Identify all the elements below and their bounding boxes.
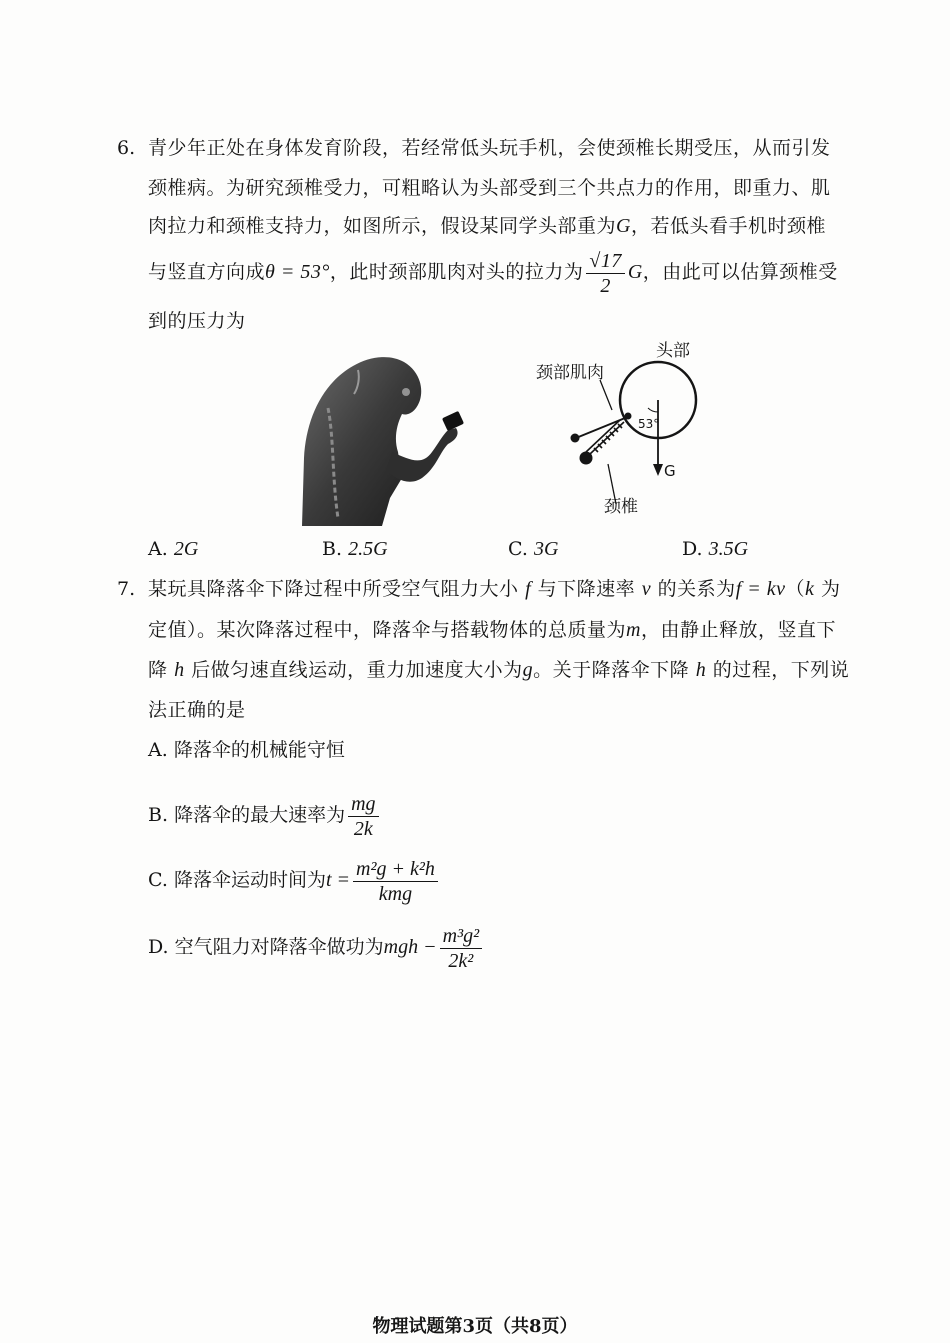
q7-text-line1: 某玩具降落伞下降过程中所受空气阻力大小 f 与下降速率 v 的关系为f = kv（k 为 (148, 578, 841, 600)
angle-arc (648, 408, 658, 412)
q6-text-line2: 颈椎病。为研究颈椎受力，可粗略认为头部受到三个共点力的作用，即重力、肌 (148, 177, 831, 199)
q7-choice-d[interactable]: D. 空气阻力对降落伞做功为mgh − $\frac{\text{m³g²}}{\text{2k²}}$ (148, 922, 485, 973)
max-speed-fraction: $\frac{mg}{2k}$ (348, 792, 378, 841)
label-g: G (664, 462, 676, 480)
q7-choice-a[interactable]: A. 降落伞的机械能守恒 (148, 739, 345, 761)
question-6-number: 6. (117, 137, 136, 159)
label-head: 头部 (656, 341, 690, 361)
person-phone-photo (298, 348, 478, 526)
label-spine: 颈椎 (604, 497, 638, 517)
label-angle: 53° (638, 417, 660, 431)
q7-text-line4: 法正确的是 (148, 699, 246, 721)
q7-choice-c[interactable]: C. 降落伞运动时间为t = $\frac{\text{m²g + k²h}}{\text{kmg}}$ (148, 855, 441, 906)
spine-base (580, 452, 593, 465)
q7-choice-b[interactable]: B. 降落伞的最大速率为 $\frac{mg}{2k}$ (148, 790, 382, 841)
q6-choice-b[interactable]: B. 2.5G (322, 538, 388, 560)
q6-choice-d[interactable]: D. 3.5G (682, 538, 749, 560)
muscle-leader (600, 380, 612, 410)
tension-fraction: $\frac{√17}{2}$ (586, 249, 624, 298)
muscle-anchor (571, 434, 580, 443)
q6-choice-c[interactable]: C. 3G (508, 538, 559, 560)
q6-text-line5: 到的压力为 (148, 310, 246, 332)
work-fraction: $\frac{\text{m³g²}}{\text{2k²}}$ (440, 924, 482, 973)
gravity-arrow (653, 464, 663, 476)
force-point (625, 413, 632, 420)
q6-text-line3: 肉拉力和颈椎支持力，如图所示，假设某同学头部重为G，若低头看手机时颈椎 (148, 215, 826, 237)
q7-text-line3: 降 h 后做匀速直线运动，重力加速度大小为g。关于降落伞下降 h 的过程，下列说 (148, 659, 850, 681)
var-G: G (616, 215, 631, 237)
page-footer: 物理试题第3页（共8页） (372, 1316, 578, 1337)
theta-equation: θ = 53° (265, 261, 330, 283)
spine-column (586, 420, 624, 454)
q6-text-line1: 青少年正处在身体发育阶段，若经常低头玩手机，会使颈椎长期受压，从而引发 (148, 137, 831, 159)
time-fraction: $\frac{\text{m²g + k²h}}{\text{kmg}}$ (353, 857, 438, 906)
q7-text-line2: 定值）。某次降落过程中，降落伞与搭载物体的总质量为m，由静止释放，竖直下 (148, 619, 836, 641)
label-muscle: 颈部肌肉 (536, 363, 604, 383)
q6-text-line4: 与竖直方向成θ = 53°，此时颈部肌肉对头的拉力为 $\frac{√17}{2}$ G，由此可以估算颈椎受 (148, 249, 838, 297)
force-diagram (520, 336, 720, 521)
question-7-number: 7. (117, 578, 136, 600)
q6-choice-a[interactable]: A. 2G (148, 538, 199, 560)
